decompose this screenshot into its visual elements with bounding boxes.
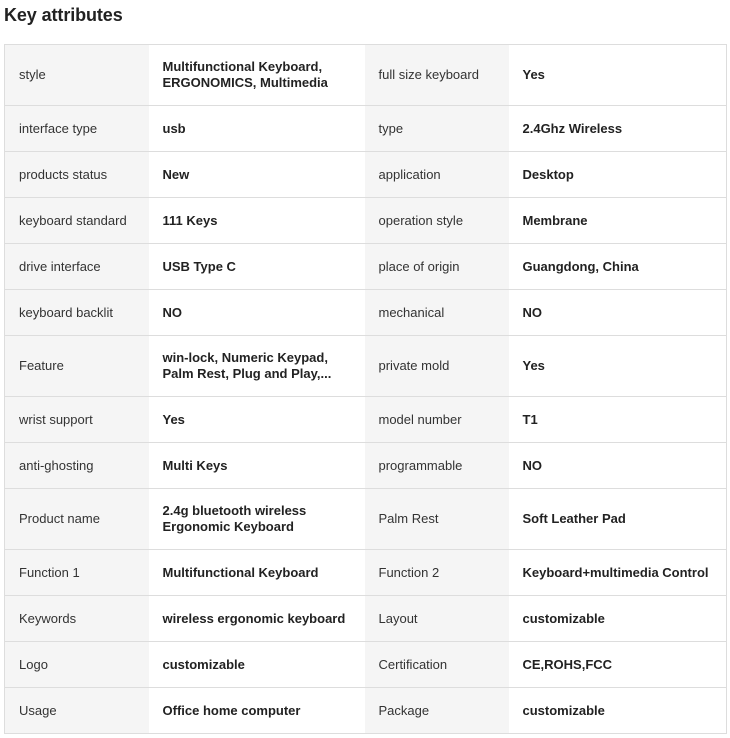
table-row (5, 397, 727, 443)
attribute-value: win-lock, Numeric Keypad, Palm Rest, Plug and Play,... (149, 336, 365, 397)
attribute-key: Layout (365, 596, 509, 642)
attribute-key: Product name (5, 489, 149, 550)
attribute-key: keyboard backlit (5, 290, 149, 336)
table-row (5, 596, 727, 642)
attribute-value: Keyboard+multimedia Control (509, 550, 727, 596)
attributes-table (4, 44, 727, 734)
attribute-value: New (149, 152, 365, 198)
attribute-key: Package (365, 688, 509, 734)
attribute-key: interface type (5, 106, 149, 152)
attribute-value: USB Type C (149, 244, 365, 290)
attribute-key: Feature (5, 336, 149, 397)
attribute-value: Desktop (509, 152, 727, 198)
table-row (5, 198, 727, 244)
attribute-key: Usage (5, 688, 149, 734)
table-row (5, 106, 727, 152)
attribute-key: full size keyboard (365, 45, 509, 106)
attribute-value: 2.4g bluetooth wireless Ergonomic Keyboard (149, 489, 365, 550)
attribute-key: Function 2 (365, 550, 509, 596)
attribute-key: anti-ghosting (5, 443, 149, 489)
attribute-value: T1 (509, 397, 727, 443)
table-row (5, 45, 727, 106)
attribute-value: wireless ergonomic keyboard (149, 596, 365, 642)
attribute-value: customizable (149, 642, 365, 688)
attribute-key: Keywords (5, 596, 149, 642)
attribute-key: drive interface (5, 244, 149, 290)
attribute-value: Multifunctional Keyboard, ERGONOMICS, Multimedia (149, 45, 365, 106)
attribute-value: Yes (509, 336, 727, 397)
table-row (5, 642, 727, 688)
attribute-value: Soft Leather Pad (509, 489, 727, 550)
attribute-key: model number (365, 397, 509, 443)
attribute-value: 2.4Ghz Wireless (509, 106, 727, 152)
section-title: Key attributes (4, 5, 123, 25)
attribute-key: private mold (365, 336, 509, 397)
attribute-value: Membrane (509, 198, 727, 244)
attribute-key: mechanical (365, 290, 509, 336)
attribute-value: usb (149, 106, 365, 152)
table-row (5, 152, 727, 198)
attribute-key: wrist support (5, 397, 149, 443)
attribute-value: NO (509, 443, 727, 489)
attribute-key: Palm Rest (365, 489, 509, 550)
table-row (5, 336, 727, 397)
attribute-key: style (5, 45, 149, 106)
attribute-value: Yes (149, 397, 365, 443)
table-row (5, 290, 727, 336)
attribute-key: Function 1 (5, 550, 149, 596)
attribute-key: programmable (365, 443, 509, 489)
attribute-value: customizable (509, 596, 727, 642)
attribute-value: customizable (509, 688, 727, 734)
attribute-key: keyboard standard (5, 198, 149, 244)
attribute-value: NO (149, 290, 365, 336)
attribute-value: Yes (509, 45, 727, 106)
attribute-key: application (365, 152, 509, 198)
table-row (5, 550, 727, 596)
table-row (5, 244, 727, 290)
attribute-value: Multifunctional Keyboard (149, 550, 365, 596)
table-row (5, 489, 727, 550)
attribute-value: Office home computer (149, 688, 365, 734)
attribute-key: place of origin (365, 244, 509, 290)
attribute-value: NO (509, 290, 727, 336)
attribute-value: Guangdong, China (509, 244, 727, 290)
attribute-key: type (365, 106, 509, 152)
attribute-key: operation style (365, 198, 509, 244)
attribute-key: Logo (5, 642, 149, 688)
table-row (5, 688, 727, 734)
attribute-key: products status (5, 152, 149, 198)
attribute-key: Certification (365, 642, 509, 688)
table-row (5, 443, 727, 489)
attribute-value: CE,ROHS,FCC (509, 642, 727, 688)
attribute-value: Multi Keys (149, 443, 365, 489)
attribute-value: 111 Keys (149, 198, 365, 244)
